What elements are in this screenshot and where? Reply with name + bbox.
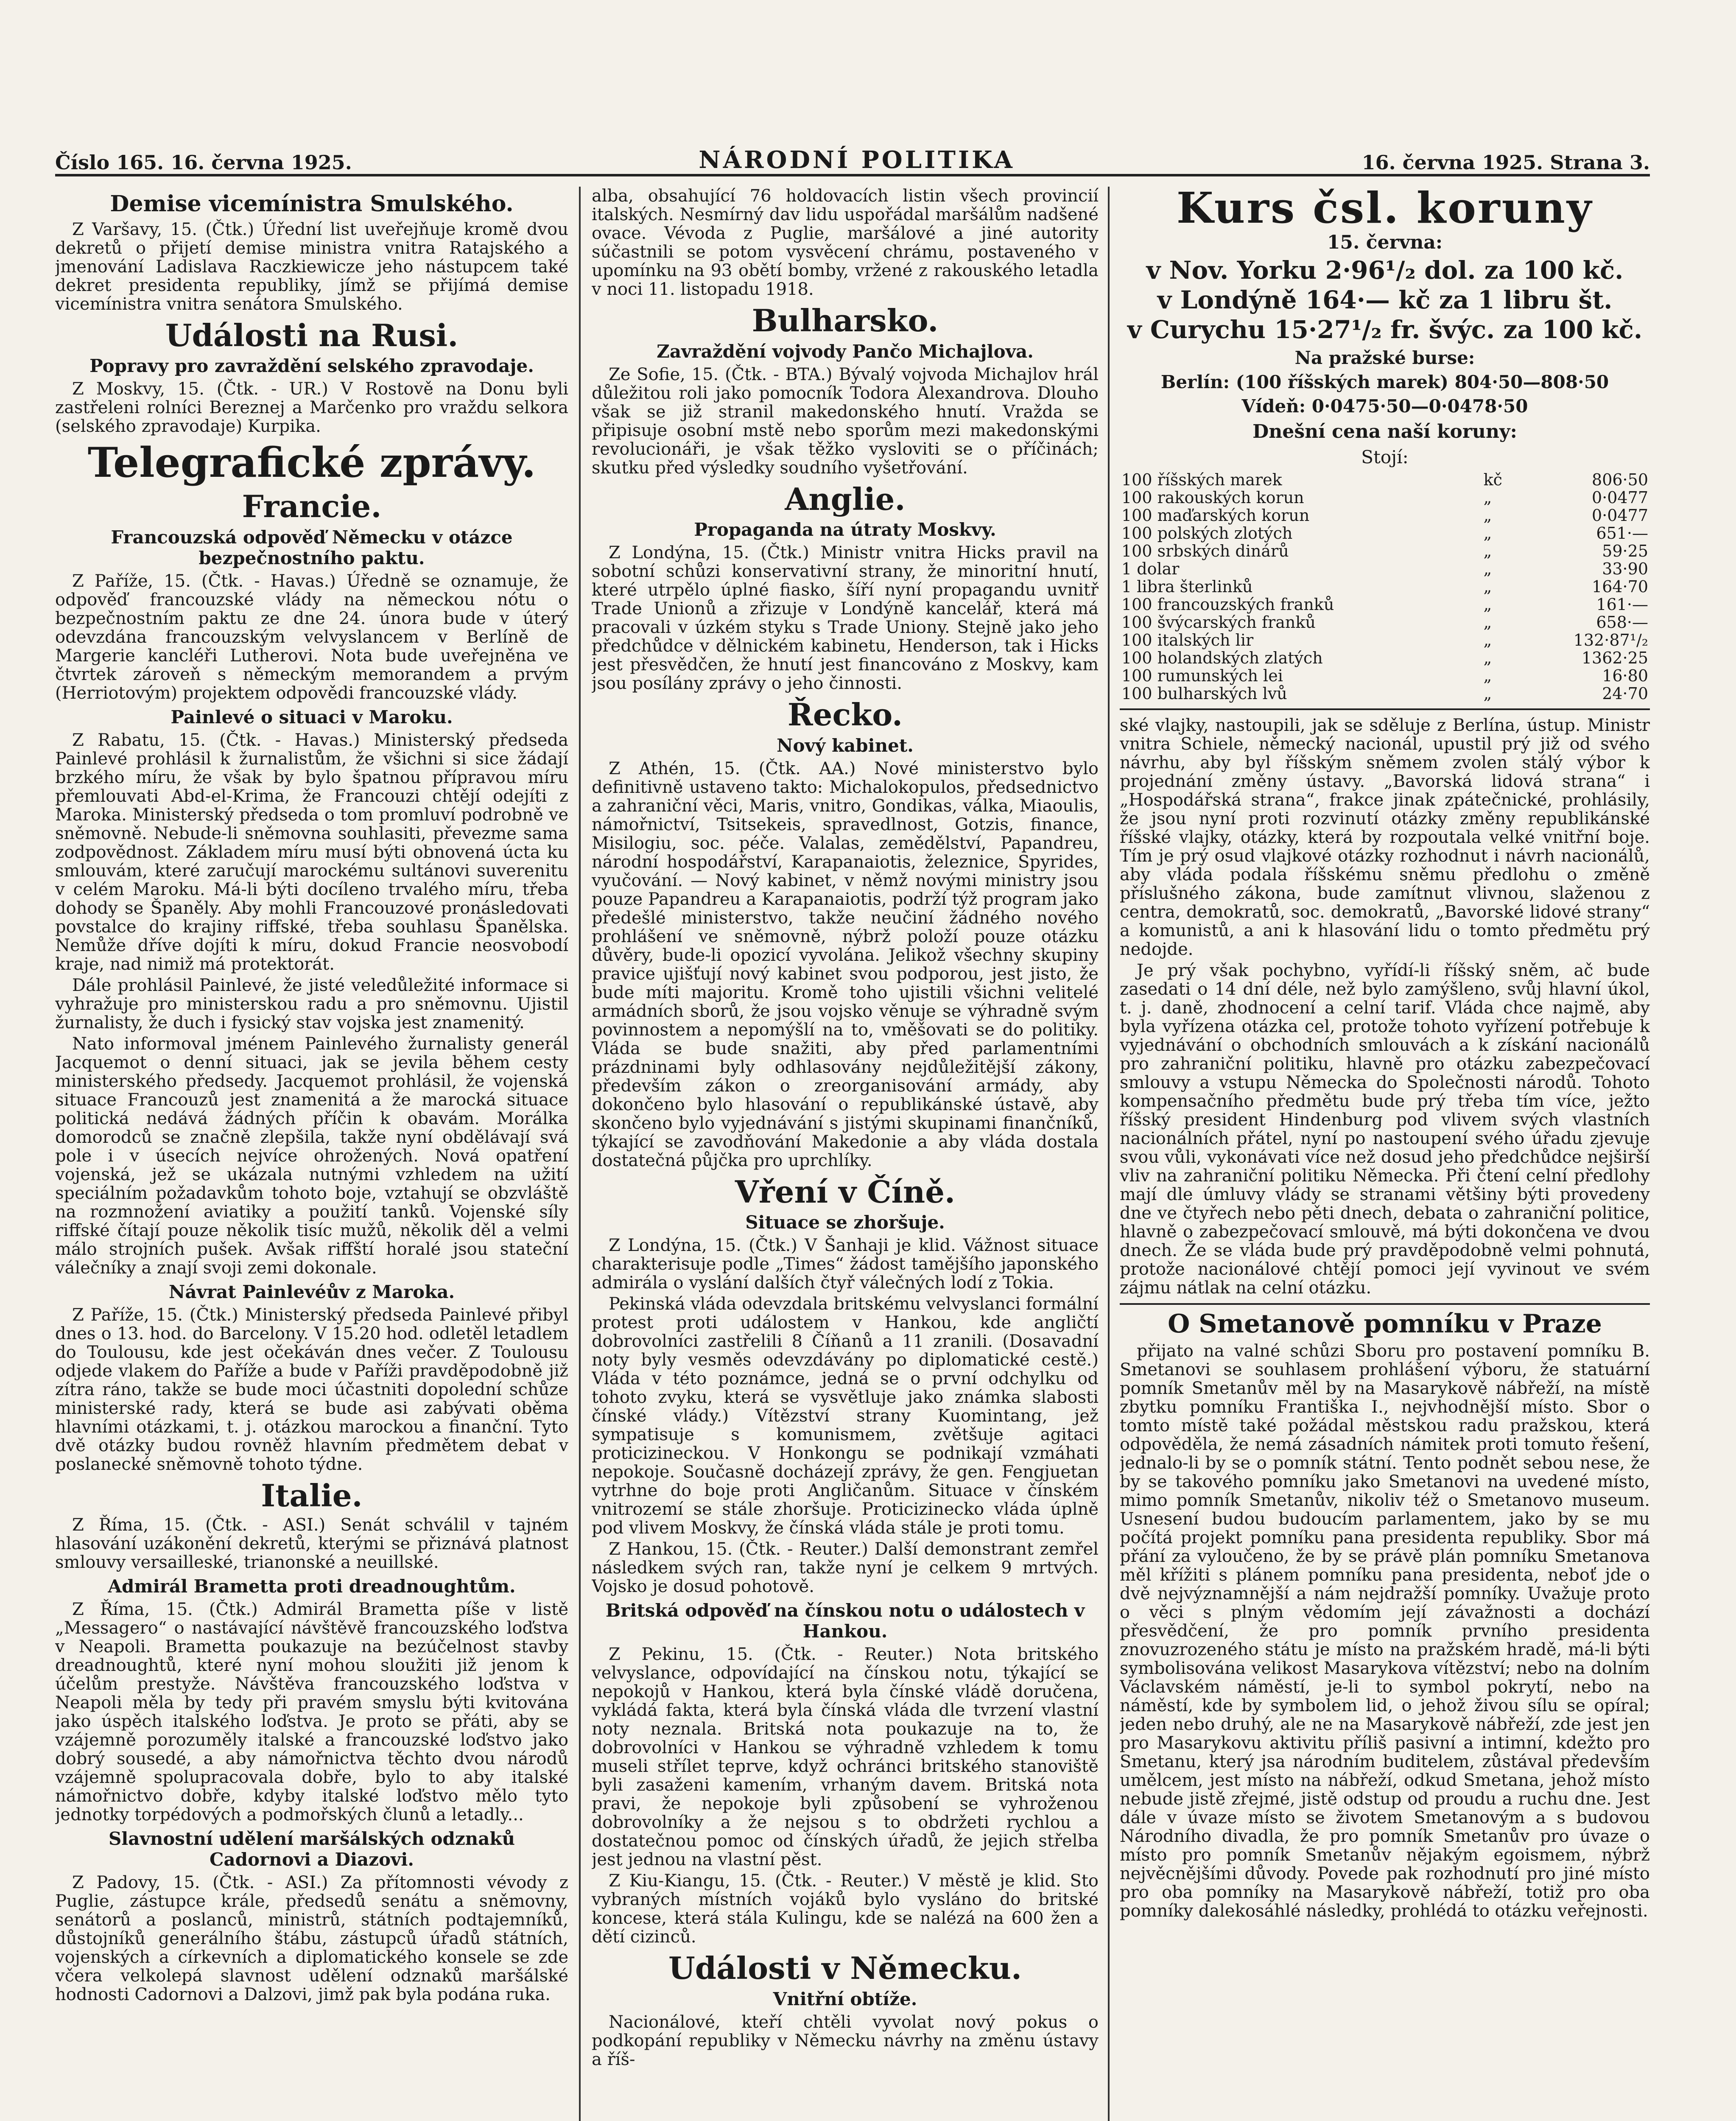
headline-demise: Demise vicemínistra Smulského. [110, 191, 514, 217]
article-demise: Z Varšavy, 15. (Čtk.) Úřední list uveřejňuje kromě dvou dekretů o přijetí demise ministra vnitra Ratajského a jmenování Ladislava Raczkiewicze jeho nástupcem také dekret presidenta republiky, jímž se přijímá demise vicemínistra vnitra senátora Smulského. [55, 219, 568, 314]
article-smetana: přijato na valné schůzi Sboru pro postavení pomníku B. Smetanovi se souhlasem prohlášení výboru, že statuární pomník Smetanův měl by na Masarykově nábřeží, na místě zbytku pomníku Františka I., nejvhodnější místo. Sbor o tomto místě také požádal městskou radu pražskou, která odpověděla, že nemá zásadních námitek proti tomuto řešení, jednalo-li by se o pomník státní. Tento podnět sebou nese, že by se takového pomníku jako Smetanovi na uvedené místo, mimo pomník Smetanův, nikoliv též o Smetanovo museum. Usnesení budou budoucím parlamentem, jako by se mu počítá projekt pomníku pana presidenta republiky. Sbor má přání za vyloučeno, že by se právě plán pomníku Smetanova měl křížiti s plánem pomníku pana presidenta, neboť jde o dvě nejvýznamnější a nám nejdražší pomníky. Uvažuje proto o věci s plným vědomím její závažnosti a dochází přesvědčení, že pro pomník prvního presidenta znovuzrozeného státu je místo na pražském hradě, má-li býti symbolisována velikost Masarykova vítězství; nebo na dolním Václavském náměstí, je-li to symbol pokrytí, nebo na náměstí, kde by symbolem lid, o jehož živou sílu se opíral; jeden nebo druhý, ale ne na Masarykově nábřeží, zde jest jen pro Masarykovu aktivitu příliš pasivní a intimní, kdežto pro Smetanu, který jsa národním buditelem, zůstával především umělcem, jest místo na nábřeží, odkud Smetana, jehož místo nebude jistě zřejmé, jistě odstup od proudu a ruchu dne. Jest dále v úvaze místo se životem Smetanovým a s budovou Národního divadla, že pro pomník Smetanův pro úvaze o místo pro pomník Smetanův nějakým egoismem, nýbrž nejvěcnějšími důvody. Povede pak rozhodnutí pro jiné místo pro oba pomníky na Masarykově nábřeží, totiž pro oba pomníky dalekosáhlé následky, prohlédá to otázku veřejnosti. [1120, 1341, 1650, 1921]
article-painleve-3: Nato informoval jménem Painlevého žurnalisty generál Jacquemot o denní situaci, jak se jevila během cesty ministerského předsedy. Jacquemot prohlásil, že vojenská situace Francouzů jest znamenitá a že marocká situace politická nedává žádných příčin k obavám. Morálka domorodců se značně zlepšila, takže nyní obdělávají svá pole i v úsecích nejvíce ohrožených. Nová opatření vojenská, jež se ukázala nutnými vzhledem na užití speciálním požadavkům tohoto boje, vztahují se obzvláště na rozmnožení aviatiky a použití tanků. Vojenské síly riffské čítají pouze několik tisíc mužů, několik děl a velmi málo strojních pušek. Avšak riffští horalé jsou stateční válečníky a znají svoji zemi dokonale. [55, 1034, 568, 1278]
rate-value: 651·— [1596, 524, 1648, 543]
subhead-popravy: Popravy pro zavraždění selského zpravodaje. [89, 355, 534, 377]
headline-rusi: Události na Rusi. [165, 317, 458, 353]
article-situace-2: Pekinská vláda odevzdala britskému velvyslanci formální protest proti událostem v Hankou, kde angličtí dobrovolníci zastřelili 8 Číňanů a 11 zranili. (Dosavadní noty byly vesměs odevzdávány po diplomatické cestě.) Vláda v této poznámce, jedná se o první odchylku od tohoto zvyku, která se vysvětluje jako známka slabosti čínské vlády.) Vítězství strany Kuomintang, jež sympatisuje s komunismem, zvětšuje agitaci proticizineckou. V Honkongu se podnikají vzmáhati nepokoje. Současně docházejí zprávy, že gen. Fengjuetan vytrhne do boje proti Angličanům. Situace v čínském vnitrozemí se stále zhoršuje. Proticizinecko vláda úplně pod vlivem Moskvy, že čínská vláda stále je proti tomu. [592, 1294, 1099, 1538]
headline-telegraf: Telegrafické zprávy. [87, 439, 536, 487]
article-painleve-2: Dále prohlásil Painlevé, že jisté veledůležité informace si vyhražuje pro ministerskou radu a pro sněmovnu. Ujistil žurnalisty, že duch i fysický stav vojska jest znamenitý. [55, 975, 568, 1033]
rates-table [1120, 471, 1650, 702]
rate-unit: „ [1483, 488, 1492, 507]
burse-viden: Vídeň: 0·0475·50—0·0478·50 [1241, 396, 1528, 417]
subhead-vnitrni: Vnitřní obtíže. [773, 1988, 917, 2009]
rate-label: 100 rakouských korun [1121, 488, 1304, 507]
article-continued: alba, obsahující 76 holdovacích listin všech provincií italských. Nesmírný dav lidu uspořádal maršálům nadšené ovace. Vévoda z Puglie, maršálové a jiné autority súčastnili se potom vysvěcení chrámu, postaveného v upomínku na 93 obětí bomby, vržené z rakouského letadla v noci 11. listopadu 1918. [592, 187, 1099, 299]
masthead-issue: Číslo 165. 16. června 1925. [55, 151, 352, 174]
rate-row [1120, 596, 1650, 613]
rate-row [1120, 506, 1650, 524]
rate-unit: „ [1483, 684, 1492, 703]
rate-unit: „ [1483, 577, 1492, 596]
rate-unit: „ [1483, 649, 1492, 667]
masthead-page: 16. června 1925. Strana 3. [1361, 151, 1650, 174]
column-3 [1120, 187, 1650, 2121]
rate-row [1120, 489, 1650, 506]
rate-row [1120, 471, 1650, 489]
rate-label: 100 polských zlotých [1121, 524, 1293, 543]
rate-row [1120, 542, 1650, 560]
article-hankou: Z Hankou, 15. (Čtk. - Reuter.) Další demonstrant zemřel následkem svých ran, takže nyní je celkem 9 mrtvých. Vojsko je dosud pohotově. [592, 1539, 1099, 1597]
column-rule-2 [1108, 187, 1110, 2121]
kurs-new-york: v Nov. Yorku 2·96¹/₂ dol. za 100 kč. [1146, 256, 1624, 285]
headline-nemecku: Události v Německu. [668, 1950, 1022, 1987]
column-2 [592, 187, 1099, 2121]
rate-value: 132·87¹/₂ [1573, 631, 1648, 649]
article-popravy: Z Moskvy, 15. (Čtk. - UR.) V Rostově na Donu byli zastřeleni rolníci Bereznej a Marčenko pro vraždu selkora (selského zpravodaje) Kurpika. [55, 379, 568, 437]
burse-head: Na pražské burse: [1294, 347, 1475, 368]
rate-row [1120, 667, 1650, 685]
rate-unit: „ [1483, 666, 1492, 685]
rate-row [1120, 649, 1650, 667]
rate-label: 100 holandských zlatých [1121, 649, 1323, 667]
rate-label: 100 srbských dinárů [1121, 542, 1289, 560]
rate-value: 161·— [1596, 595, 1648, 614]
divider [1120, 708, 1650, 710]
kurs-date: 15. června: [1327, 232, 1443, 253]
rate-row [1120, 613, 1650, 631]
article-odpoved: Z Paříže, 15. (Čtk. - Havas.) Úředně se oznamuje, že odpověď francouzské vlády na německou nótu o bezpečnostním paktu ze dne 24. února bude v úterý odevzdána francouzským velvyslancem v Berlíně de Margerie kancléři Lutherovi. Nota bude uveřejněna ve čtvrtek zároveň s německým memorandem a prvým (Herriotovým) projektem odpovědi francouzské vlády. [55, 571, 568, 703]
article-novy: Z Athén, 15. (Čtk. AA.) Nové ministerstvo bylo definitivně ustaveno takto: Michalokopulos, předsednictvo a zahraniční věci, Maris, vnitro, Gondikas, válka, Miaoulis, námořnictví, Tsitsekeis, spravedlnost, Gotzis, finance, Misilogiu, soc. péče. Valalas, zemědělství, Papandreu, národní hospodářství, Karapanaiotis, železnice, Spyrides, vyučování. — Nový kabinet, v němž novými ministry jsou pouze Papandreu a Karapanaiotis, podrží týž program jako předešlé ministerstvo, takže neučiní žádného nového prohlášení ve sněmovně, nýbrž položí pouze otázku důvěry, bude-li opozicí vyvolána. Jelikož všechny skupiny pravice ujišťují nový kabinet svou podporou, jest jisto, že bude míti majoritu. Kromě toho ujistili všichni velitelé armádních sborů, že jsou vojsko věnuje se výhradně svým povinnostem a nepomýšlí na to, vměšovati se do politiky. Vláda se bude snažiti, aby před parlamentními prázdninami byly odhlasovány nejdůležitější zákony, především zákon o zreorganisování armády, aby dokončeno bylo hlasování o republikánské ústavě, aby skončeno bylo vyjednávání s jistými skupinami finančníků, týkající se zavodňování Makedonie a aby vláda dostala dostatečná půjčka pro uprchlíky. [592, 758, 1099, 1170]
kurs-title: Kurs čsl. koruny [1176, 187, 1593, 233]
rate-row [1120, 685, 1650, 702]
headline-anglie: Anglie. [785, 481, 906, 517]
subhead-situace: Situace se zhoršuje. [745, 1212, 945, 1233]
subhead-navrat: Návrat Painlevéův z Maroka. [168, 1281, 455, 1302]
headline-bulharsko: Bulharsko. [752, 302, 939, 339]
rate-unit: „ [1483, 631, 1492, 649]
headline-vreni: Vření v Číně. [735, 1173, 956, 1210]
cena-head: Dnešní cena naší koruny: [1252, 421, 1517, 442]
rate-value: 1362·25 [1581, 649, 1648, 667]
subhead-britska: Britská odpověď na čínskou notu o událostech v Hankou. [605, 1600, 1085, 1642]
headline-smetana: O Smetanově pomníku v Praze [1168, 1309, 1602, 1339]
article-situace: Z Londýna, 15. (Čtk.) V Šanhaji je klid. Vážnost situace charakterisuje podle „Times“ žádost tamějšího japonského admirála o vyslání dalších čtyř válečných lodí z Tokia. [592, 1236, 1099, 1293]
rate-unit: kč [1483, 470, 1502, 489]
rate-row [1120, 631, 1650, 649]
rate-unit: „ [1483, 613, 1492, 632]
column-rule-1 [579, 187, 581, 2121]
rate-value: 0·0477 [1592, 506, 1648, 525]
subhead-brametta: Admirál Brametta proti dreadnoughtům. [108, 1576, 516, 1597]
article-painleve: Z Rabatu, 15. (Čtk. - Havas.) Ministerský předseda Painlevé prohlásil k žurnalistům, že všichni si sice žádají brzkého míru, že však by bylo špatnou přípravou míru přemlouvati Abd-el-Krima, že Francouzi chtějí odejíti z Maroka. Ministerský předseda o tom promluví podrobně ve sněmovně. Nebude-li sněmovna souhlasiti, převezme sama zodpovědnost. Základem míru musí býti obnovená úcta ku smlouvám, které zaručují marockému sultánovi suverenitu v celém Maroku. Má-li býti docíleno trvalého míru, třeba dohody se Španěly. Aby mohli Francouzové pronásledovati povstalce do krajiny riffské, třeba souhlasu Španělska. Nemůže dříve dojíti k míru, dokud Francie neosvobodí kraje, nad nimiž má protektorát. [55, 730, 568, 974]
rate-label: 100 maďarských korun [1121, 506, 1310, 525]
rate-value: 59·25 [1602, 542, 1648, 560]
rate-label: 100 říšských marek [1121, 470, 1282, 489]
rate-value: 24·70 [1602, 684, 1648, 703]
rate-value: 33·90 [1602, 560, 1648, 578]
article-zavrazdeni: Ze Sofie, 15. (Čtk. - BTA.) Bývalý vojvoda Michajlov hrál důležitou roli jako pomocník Todora Alexandrova. Dlouho však se již stranil makedonského hnutí. Vražda se připisuje osobní mstě nebo sporům mezi makedonskými revolucionáři, je však těžko vysloviti se o příčinách; skutku před výsledky soudního vyšetřování. [592, 364, 1099, 478]
rate-label: 100 italských lir [1121, 631, 1254, 649]
burse-berlin: Berlín: (100 říšských marek) 804·50—808·50 [1160, 372, 1609, 392]
rate-value: 16·80 [1602, 666, 1648, 685]
subhead-slavnost: Slavnostní udělení maršálských odznaků Cadornovi a Diazovi. [108, 1828, 515, 1870]
rate-label: 100 francouzských franků [1121, 595, 1334, 614]
rate-label: 100 švýcarských franků [1121, 613, 1316, 632]
headline-francie: Francie. [242, 488, 382, 524]
subhead-novy: Nový kabinet. [777, 735, 914, 756]
article-propaganda: Z Londýna, 15. (Čtk.) Ministr vnitra Hicks pravil na sobotní schůzi konservativní strany, že minoritní hnutí, které utrpělo úplné fiasko, šíří nyní propagandu uvnitř Trade Unionů a zřizuje v Londýně kancelář, která má pracovali v úzkém styku s Trade Uniony. Stejně jako jeho předchůdce v dělnickém kabinetu, Henderson, tak i Hicks jest přesvědčen, že hnutí jest financováno z Moskvy, kam jsou posílány zprávy o jeho činnosti. [592, 543, 1099, 694]
masthead [55, 140, 1650, 176]
article-vnitrni: Nacionálové, kteří chtěli vyvolat nový pokus o podkopání republiky v Německu návrhy na změnu ústavy a říš- [592, 2012, 1099, 2069]
article-slavnost: Z Padovy, 15. (Čtk. - ASI.) Za přítomnosti vévody z Puglie, zástupce krále, předsedů senátu a sněmovny, senátorů a poslanců, ministrů, státních podtajemníků, důstojníků generálního štábu, zástupců úřadů státních, vojenských a církevních a diplomatického konsele se zde včera velkolepá slavnost udělení odznaků maršálské hodnosti Cadornovi a Dalzovi, jimž pak byla podána ruka. [55, 1873, 568, 2005]
article-britska: Z Pekinu, 15. (Čtk. - Reuter.) Nota britského velvyslance, odpovídající na čínskou notu, týkající se nepokojů v Hankou, která byla čínské vládě doručena, vykládá fakta, která byla čínská vláda dle tvrzení vlastní noty neznala. Britská nota poukazuje na to, že dobrovolníci v Hankou se výhradně vzhledem k tomu museli střílet teprve, když ochránci britského stanoviště byli zasaženi kamením, vrhaným davem. Britská nota pravi, že nepokoje byli způsobení se vyhroženou dobrovolníky a že nejsou s to obdržeti rychlou a dostatečnou pomoc od čínských úřadů, že jejich střelba jest jednou na vlastní pěst. [592, 1645, 1099, 1870]
divider-2 [1120, 1303, 1650, 1305]
rate-unit: „ [1483, 506, 1492, 525]
article-nemecku-cont-2: Je prý však pochybno, vyřídí-li říšský sněm, ač bude zasedati o 14 dní déle, než bylo zamýšleno, svůj hlavní úkol, t. j. daně, zhodnocení a celní tarif. Vláda chce najmě, aby byla vyřízena otázka cel, protože tohoto vyřízení potřebuje k vyjednávání o obchodních smlouvách a k získání nacionálů pro zahraniční politiku, hlavně pro otázku zabezpečovací smlouvy a vstupu Německa do Společnosti národů. Tohoto kompensačního předmětu bude prý třeba tím více, ježto říšský president Hindenburg pod vlivem svých vlastních nacionálních přátel, nyní po nastoupení svého úřadu zjevuje svou vůli, vykonávati více než dosud jeho předchůdce nejširší vliv na zahraniční politiku Německa. Při čtení celní předlohy mají dle úmluvy vlády se stranami většiny býti provedeny dne ve čtyřech nebo pěti dnech, debata o zahraniční politice, hlavně o zabezpečovací smlouvě, má býti dokončena ve dvou dnech. Že se vláda bude prý pravděpodobně velmi pohnutá, protože nacionálové chtějí pomoci její vyvinout ve svém zájmu nátlak na celní otázku. [1120, 961, 1650, 1298]
headline-recko: Řecko. [787, 697, 903, 733]
subhead-odpoved: Francouzská odpověď Německu v otázce bezpečnostního paktu. [111, 526, 513, 568]
article-italie: Z Říma, 15. (Čtk. - ASI.) Senát schválil v tajném hlasování uzákonění dekretů, kterými se přiznává platnost smlouvy versailleské, trianonské a neuillské. [55, 1515, 568, 1573]
rate-row [1120, 524, 1650, 542]
rate-unit: „ [1483, 542, 1492, 560]
article-navrat: Z Paříže, 15. (Čtk.) Ministerský předseda Painlevé přibyl dnes o 13. hod. do Barcelony. V 15.20 hod. odletěl letadlem do Toulousu, kde jest očekáván dnes večer. Z Toulousu odjede vlakem do Paříže a bude v Paříži pravděpodobně již zítra ráno, takže se bude moci účastniti dopolední schůze ministerské rady, která se bude asi zabývati oběma hlavními otázkami, t. j. otázkou marockou a finanční. Tyto dvě otázky budou rovněž hlavním předmětem debat v poslanecké sněmovně tohoto týdne. [55, 1305, 568, 1474]
cena-stoji: Stojí: [1361, 447, 1409, 467]
masthead-title: NÁRODNÍ POLITIKA [699, 146, 1015, 174]
headline-italie: Italie. [261, 1477, 363, 1514]
rate-unit: „ [1483, 595, 1492, 614]
rate-value: 806·50 [1592, 470, 1648, 489]
subhead-propaganda: Propaganda na útraty Moskvy. [694, 519, 996, 540]
rate-value: 658·— [1596, 613, 1648, 632]
kurs-london: v Londýně 164·— kč za 1 libru št. [1157, 285, 1613, 314]
kurs-zurich: v Curychu 15·27¹/₂ fr. švýc. za 100 kč. [1127, 315, 1643, 344]
article-kiukiang: Z Kiu-Kiangu, 15. (Čtk. - Reuter.) V městě je klid. Sto vybraných místních vojáků bylo vysláno do britské koncese, která stála Kulingu, kde se nalézá na 600 žen a dětí cizinců. [592, 1871, 1099, 1947]
rate-row [1120, 560, 1650, 578]
rate-label: 1 libra šterlinků [1121, 577, 1253, 596]
rate-label: 100 bulharských lvů [1121, 684, 1287, 703]
article-brametta: Z Říma, 15. (Čtk.) Admirál Brametta píše v listě „Messagero“ o nastávající návštěvě francouzského loďstva v Neapoli. Brametta poukazuje na bezúčelnost stavby dreadnoughtů, které nyní mohou sloužiti již jenom k účelům prestyže. Návštěva francouzského loďstva v Neapoli měla by tedy při pravém smyslu býti kvitována jako úspěch italského loďstva. Je proto se přáti, aby se vzájemně porozuměly italské a francouzské loďstvo jako dobrý sousedé, a aby námořnictva těchto dvou národů vzájemně spolupracovala dobře, bylo to aby italské námořnictvo dobře, kdyby italské loďstvo mělo tyto jednotky torpédových a podmořských člunů a letadly... [55, 1600, 568, 1825]
subhead-zavrazdeni: Zavraždění vojvody Pančo Michajlova. [657, 341, 1034, 362]
rate-label: 1 dolar [1121, 560, 1180, 578]
rate-label: 100 rumunských lei [1121, 666, 1283, 685]
subhead-painleve: Painlevé o situaci v Maroku. [171, 706, 453, 728]
rate-value: 164·70 [1592, 577, 1648, 596]
rate-unit: „ [1483, 560, 1492, 578]
rate-value: 0·0477 [1592, 488, 1648, 507]
article-nemecku-cont: ské vlajky, nastoupili, jak se sděluje z Berlína, ústup. Ministr vnitra Schiele, německý nacionál, upustil prý již od svého návrhu, aby byl říšským sněmem zvolen stálý výbor k projednání změny ústavy. „Bavorská lidová strana“ i „Hospodářská strana“, frakce jinak zpátečnické, prohlásily, že jsou nyní proti rozvinutí otázky změny republikánské říšské vlajky, otázky, která by rozpoutala velké vnitřní boje. Tím je prý osud vlajkové otázky rozhodnut i návrh nacionálů, aby vláda podala říšskému sněmu předlohu o změně příslušného zákona, bude zamítnut vlivnou, slaženou z centra, demokratů, soc. demokratů, „Bavorské lidové strany“ a komunistů, a ani k hlasování lidu o tomto předmětu prý nedojde. [1120, 716, 1650, 959]
rate-row [1120, 578, 1650, 596]
rate-unit: „ [1483, 524, 1492, 543]
column-1 [55, 187, 568, 2121]
